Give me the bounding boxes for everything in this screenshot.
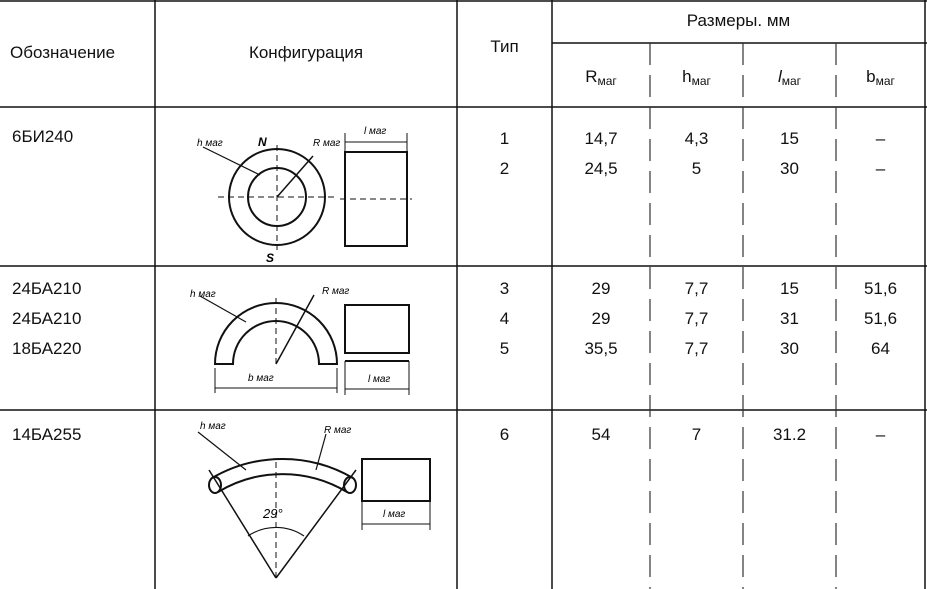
r-value: 29	[591, 309, 611, 328]
l-value: 30	[780, 159, 799, 178]
sector-l-label: l маг	[383, 509, 406, 520]
h-value: 4,3	[684, 129, 709, 148]
designation: 24БА210	[12, 279, 82, 298]
ring-n-label: N	[258, 135, 267, 149]
h-value: 7	[691, 425, 702, 444]
arc-h-label: h маг	[190, 289, 216, 300]
header-r-base: R	[585, 67, 598, 86]
arc-r-label: R маг	[322, 286, 350, 297]
b-value: –	[875, 425, 886, 444]
header-type: Тип	[490, 37, 519, 56]
r-value: 54	[591, 425, 611, 444]
b-value: 51,6	[863, 279, 898, 298]
designation: 24БА210	[12, 309, 82, 328]
sector-outer-arc	[212, 459, 353, 478]
b-value: –	[875, 129, 886, 148]
designation: 6БИ240	[12, 127, 74, 146]
ring-s-label: S	[266, 251, 275, 265]
header-configuration: Конфигурация	[248, 43, 364, 62]
header-l-base: l	[777, 67, 782, 86]
l-value: 31.2	[772, 425, 807, 444]
l-value: 15	[780, 129, 799, 148]
type-value: 3	[499, 279, 510, 298]
header-b-base: b	[866, 67, 876, 86]
sector-angle-label: 29°	[263, 506, 283, 521]
type-value: 5	[499, 339, 510, 358]
h-value: 7,7	[684, 339, 709, 358]
r-value: 29	[591, 279, 611, 298]
h-value: 7,7	[684, 279, 709, 298]
type-value: 4	[499, 309, 510, 328]
ring-h-label: h маг	[197, 138, 223, 149]
header-dimensions: Размеры. мм	[686, 11, 791, 30]
header-h-base: h	[682, 67, 692, 86]
header-l-sub: маг	[781, 74, 802, 88]
b-value: 51,6	[863, 309, 898, 328]
header-r-sub: маг	[597, 74, 617, 88]
type-value: 2	[499, 159, 510, 178]
arc-b-label: b маг	[248, 373, 274, 384]
type-value: 6	[499, 425, 510, 444]
ring-l-label: l маг	[364, 126, 387, 137]
sector-h-label: h маг	[200, 421, 226, 432]
sector-inner-arc	[218, 474, 347, 492]
header-h-sub: маг	[691, 74, 711, 88]
r-value: 35,5	[584, 339, 618, 358]
l-value: 30	[780, 339, 799, 358]
type-value: 1	[499, 129, 510, 148]
h-value: 5	[691, 159, 702, 178]
header-b-sub: маг	[875, 74, 895, 88]
r-value: 14,7	[584, 129, 618, 148]
designation: 14БА255	[12, 425, 82, 444]
l-value: 15	[780, 279, 799, 298]
h-value: 7,7	[684, 309, 709, 328]
designation: 18БА220	[12, 339, 82, 358]
header-designation: Обозначение	[10, 43, 116, 62]
b-value: –	[875, 159, 886, 178]
sector-r-label: R маг	[324, 425, 352, 436]
ring-r-label: R маг	[313, 138, 341, 149]
r-value: 24,5	[584, 159, 618, 178]
b-value: 64	[871, 339, 890, 358]
l-value: 31	[780, 309, 799, 328]
sector-side-view	[362, 459, 430, 501]
arc-l-label: l маг	[368, 374, 391, 385]
